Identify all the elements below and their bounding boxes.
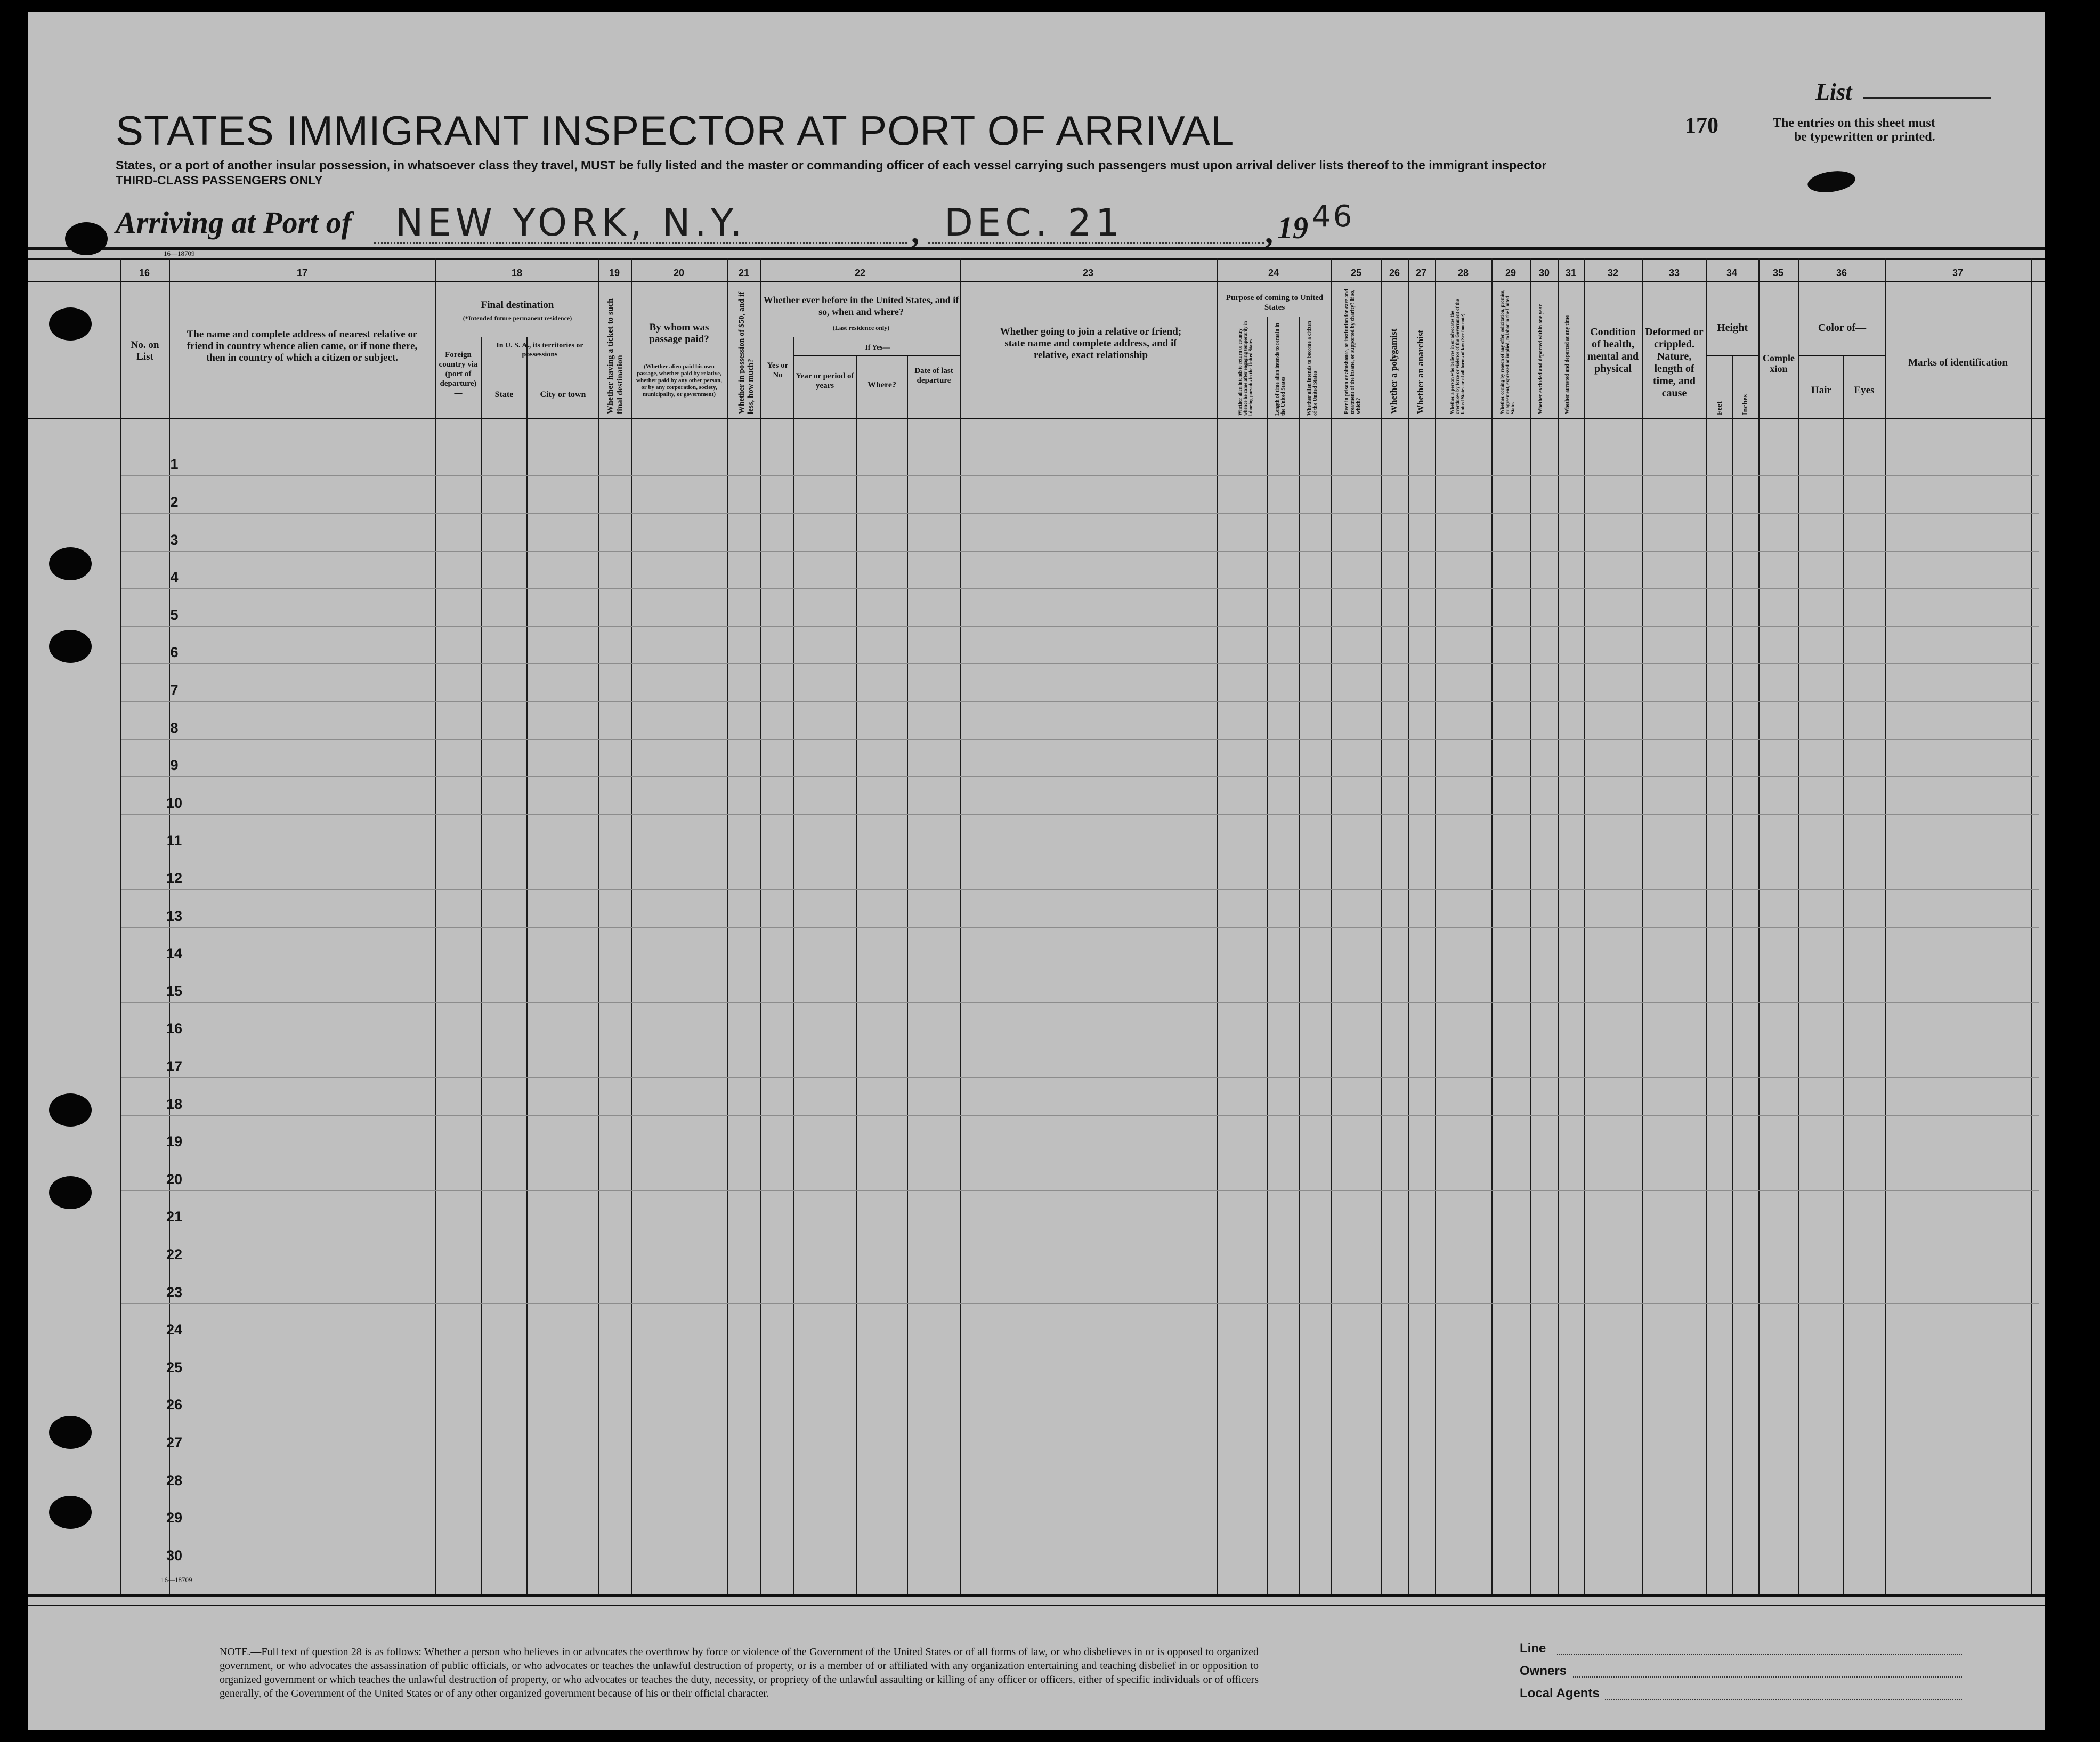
row-rule xyxy=(121,1190,2039,1191)
col-border xyxy=(1299,317,1300,1595)
punch-hole xyxy=(49,1093,92,1127)
row-number: 23 xyxy=(166,1284,183,1300)
col-num-32: 32 xyxy=(1607,268,1619,278)
row-number: 24 xyxy=(166,1322,183,1338)
footer-agents-field[interactable] xyxy=(1605,1699,1962,1700)
hdr-c22-sub: (Last residence only) xyxy=(832,324,890,331)
hdr-c30: Whether excluded and deported within one year xyxy=(1538,304,1544,414)
col-num-35: 35 xyxy=(1772,268,1784,278)
col-num-36: 36 xyxy=(1836,268,1847,278)
row-number: 21 xyxy=(166,1209,183,1225)
col-num-21: 21 xyxy=(738,268,750,278)
hdr-c21: Whether in possession of $50, and if less, how much? xyxy=(737,291,755,414)
row-number: 14 xyxy=(166,945,183,962)
year-prefix: 19 xyxy=(1277,210,1308,245)
comma-2: , xyxy=(1265,215,1273,250)
rule-c34 xyxy=(1706,355,1758,356)
col-border xyxy=(856,355,857,1595)
row-rule xyxy=(121,663,2039,664)
row-number: 16 xyxy=(166,1020,183,1037)
row-number: 18 xyxy=(166,1096,183,1112)
rule-bottom-2 xyxy=(28,1605,2045,1606)
footnote: NOTE.—Full text of question 28 is as follows: Whether a person who believes in or advocates the overthrow by force or violence of the Government of the United States or of all forms of law, or who disbelieves in or is opposed to organized government, or who advocates the assassination of public officials, or who advocates or teaches the unlawful destruction of property, or is a member of or affiliated with any organization entertaining and teaching disbelief in or opposition to organized government or which teaches the unlawful destruction of property, or who advocates or teaches the duty, necessity, or propriety of the unlawful assaulting or killing of any officer or officers, either of specific individuals or of officers generally, of the Government of the United States or of any other organized government because of his or their official character. xyxy=(220,1646,1259,1699)
row-number: 10 xyxy=(166,795,183,811)
row-rule xyxy=(121,776,2039,777)
footer-agents-label: Local Agents xyxy=(1520,1686,1600,1700)
hdr-c24-c: Whether alien intends to become a citizen of the United States xyxy=(1307,321,1318,416)
hdr-c26: Whether a polygamist xyxy=(1389,328,1399,414)
rule-top-2 xyxy=(28,258,2045,260)
hdr-c18-city: City or town xyxy=(540,390,586,399)
row-rule xyxy=(121,1115,2039,1116)
punch-hole xyxy=(49,1416,92,1449)
sheet-number: 170 xyxy=(1685,114,1718,138)
row-number: 19 xyxy=(166,1133,183,1150)
row-number: 22 xyxy=(166,1246,183,1262)
hdr-c32: Condition of health, mental and physical xyxy=(1587,326,1639,375)
col-num-22: 22 xyxy=(854,268,866,278)
date-handwritten: DEC. 21 xyxy=(944,201,1124,245)
year-handwritten: 46 xyxy=(1312,199,1355,234)
row-rule xyxy=(121,1077,2039,1078)
hdr-c18-state: State xyxy=(494,390,514,399)
form-subtitle: States, or a port of another insular possession, in whatsoever class they travel, MUST be fully listed and the master or commanding officer of each vessel carrying such passengers must upon arrival deliver lists thereof to the immigrant inspector xyxy=(116,158,1547,172)
hdr-c34-inches: Inches xyxy=(1741,394,1749,415)
form-code-top: 16—18709 xyxy=(164,249,195,257)
row-rule xyxy=(121,739,2039,740)
hdr-c20: By whom was passage paid? xyxy=(649,322,709,345)
col-num-23: 23 xyxy=(1082,268,1094,278)
col-num-18: 18 xyxy=(511,268,523,278)
hdr-c24-a: Whether alien intends to return to country whence he came after engaging temporarily in laboring pursuits in the United States xyxy=(1237,321,1253,416)
footer-owners-field[interactable] xyxy=(1573,1676,1962,1678)
row-number: 26 xyxy=(166,1397,183,1413)
hdr-c36-hair: Hair xyxy=(1811,385,1831,396)
row-number: 11 xyxy=(166,832,182,849)
hdr-c34: Height xyxy=(1717,322,1748,334)
col-num-27: 27 xyxy=(1415,268,1427,278)
col-num-31: 31 xyxy=(1565,268,1577,278)
row-number: 20 xyxy=(166,1171,183,1187)
entries-note: The entries on this sheet must be typewritten or printed. xyxy=(1773,116,1935,144)
col-num-30: 30 xyxy=(1538,268,1550,278)
col-border xyxy=(1267,317,1268,1595)
passenger-class: THIRD-CLASS PASSENGERS ONLY xyxy=(116,173,323,187)
hdr-c29: Whether coming by reason of any offer, solicitation, promise, or agreement, expressed or implied, to labor in the United States xyxy=(1499,289,1515,414)
row-number: 1 xyxy=(170,456,179,473)
punch-hole xyxy=(49,1176,92,1209)
hdr-c22-year: Year or period of years xyxy=(796,372,854,390)
rule-bottom xyxy=(28,1594,2045,1597)
comma-1: , xyxy=(911,215,919,250)
row-rule xyxy=(121,889,2039,890)
row-rule xyxy=(121,1002,2039,1003)
row-number: 30 xyxy=(166,1547,183,1563)
col-border xyxy=(526,337,528,1595)
col-num-16: 16 xyxy=(139,268,150,278)
rule-c36 xyxy=(1799,355,1885,356)
hdr-c31: Whether arrested and deported at any time xyxy=(1564,315,1570,414)
hdr-c34-feet: Feet xyxy=(1716,401,1724,415)
col-num-28: 28 xyxy=(1457,268,1469,278)
col-num-33: 33 xyxy=(1668,268,1680,278)
col-border xyxy=(793,337,794,1595)
row-number: 8 xyxy=(170,719,179,736)
row-number: 5 xyxy=(170,606,179,623)
hdr-c18-foreign: Foreign country via (port of departure)— xyxy=(439,351,478,398)
list-label: List xyxy=(1815,79,1852,105)
hdr-c24: Purpose of coming to United States xyxy=(1226,294,1324,312)
punch-hole xyxy=(65,222,108,255)
col-num-19: 19 xyxy=(609,268,620,278)
row-rule xyxy=(121,588,2039,589)
hdr-c19: Whether having a ticket to such final destination xyxy=(606,298,625,414)
row-number: 7 xyxy=(170,682,179,698)
footer-line-label: Line xyxy=(1520,1641,1546,1656)
hdr-c36-eyes: Eyes xyxy=(1854,385,1875,396)
hdr-c18-sub: (*Intended future permanent residence) xyxy=(463,314,572,322)
col-num-29: 29 xyxy=(1505,268,1517,278)
row-number: 4 xyxy=(170,569,179,586)
row-number: 15 xyxy=(166,983,183,999)
col-num-25: 25 xyxy=(1350,268,1362,278)
footer-line-field[interactable] xyxy=(1557,1654,1962,1655)
row-rule xyxy=(121,1303,2039,1304)
hdr-c33: Deformed or crippled. Nature, length of time, and cause xyxy=(1645,326,1704,399)
row-number: 17 xyxy=(166,1058,183,1074)
hdr-c20-sub: (Whether alien paid his own passage, whether paid by relative, whether paid by any other person, or by any corporation, society, municipality, or government) xyxy=(636,363,722,398)
ink-blot xyxy=(1806,168,1856,195)
rule-header-bottom xyxy=(28,418,2045,419)
hdr-c22-date: Date of last departure xyxy=(914,367,953,385)
rule-c22b xyxy=(794,355,960,356)
hdr-c23: Whether going to join a relative or friend; state name and complete address, and if relative, exact relationship xyxy=(1000,326,1182,361)
row-number: 6 xyxy=(170,644,179,661)
punch-hole xyxy=(49,547,92,580)
hdr-c37: Marks of identification xyxy=(1908,357,2008,368)
row-number: 9 xyxy=(170,757,179,774)
row-number: 13 xyxy=(166,908,183,924)
hdr-c27: Whether an anarchist xyxy=(1415,329,1425,414)
row-number: 28 xyxy=(166,1472,183,1488)
punch-hole xyxy=(49,307,92,341)
row-number: 3 xyxy=(170,531,179,548)
row-rule xyxy=(121,814,2039,815)
row-number: 29 xyxy=(166,1510,183,1526)
hdr-c17: The name and complete address of nearest relative or friend in country whence alien came, or if none there, then in country of which a citizen or subject. xyxy=(187,329,418,363)
col-num-17: 17 xyxy=(296,268,308,278)
list-number-line xyxy=(1863,97,1991,99)
footer-owners-label: Owners xyxy=(1520,1664,1567,1678)
col-num-34: 34 xyxy=(1726,268,1738,278)
port-handwritten: NEW YORK, N.Y. xyxy=(395,201,747,245)
col-num-24: 24 xyxy=(1268,268,1279,278)
form-title: STATES IMMIGRANT INSPECTOR AT PORT OF ARRIVAL xyxy=(116,107,1235,154)
row-rule xyxy=(121,927,2039,928)
row-number: 2 xyxy=(170,493,179,510)
col-num-37: 37 xyxy=(1952,268,1964,278)
hdr-c22-ifyes: If Yes— xyxy=(865,344,890,352)
col-border xyxy=(1843,355,1844,1595)
row-number: 12 xyxy=(166,870,183,886)
hdr-c36: Color of— xyxy=(1818,322,1867,334)
row-rule xyxy=(121,475,2039,476)
hdr-c24-b: Length of time alien intends to remain in the United States xyxy=(1275,323,1286,416)
punch-hole xyxy=(49,1496,92,1529)
hdr-c16: No. on List xyxy=(131,339,159,362)
col-num-20: 20 xyxy=(673,268,685,278)
col-border xyxy=(1732,355,1733,1595)
col-num-26: 26 xyxy=(1389,268,1400,278)
arriving-label: Arriving at Port of xyxy=(116,205,352,240)
rule-colnum xyxy=(28,281,2045,282)
punch-hole xyxy=(49,630,92,663)
hdr-c25: Ever in prison or almshouse, or institution for care and treatment of the insane, or supported by charity? If so, which? xyxy=(1344,289,1361,414)
row-rule xyxy=(121,626,2039,627)
row-rule xyxy=(121,701,2039,702)
rule-top xyxy=(28,247,2045,250)
col-border xyxy=(481,337,482,1595)
hdr-c18: Final destination xyxy=(481,299,554,311)
col-border xyxy=(907,355,908,1595)
hdr-c22: Whether ever before in the United States, and if so, when and where? xyxy=(763,295,959,317)
row-rule xyxy=(121,551,2039,552)
manifest-sheet xyxy=(28,12,2045,1730)
form-code-bottom: 16—18709 xyxy=(161,1576,192,1584)
hdr-c35: Complexion xyxy=(1763,353,1795,374)
row-number: 25 xyxy=(166,1359,183,1375)
row-number: 27 xyxy=(166,1434,183,1451)
hdr-c28: Whether a person who believes in or advocates the overthrow by force or violence of the Government of the United States or of all forms of law (See footnote) xyxy=(1449,299,1465,414)
row-rule xyxy=(121,513,2039,514)
hdr-c22-yesno: Yes or No xyxy=(767,361,789,379)
hdr-c22-where: Where? xyxy=(867,380,896,390)
hdr-c18-usa: In U. S. A., its territories or possessions xyxy=(496,342,583,359)
